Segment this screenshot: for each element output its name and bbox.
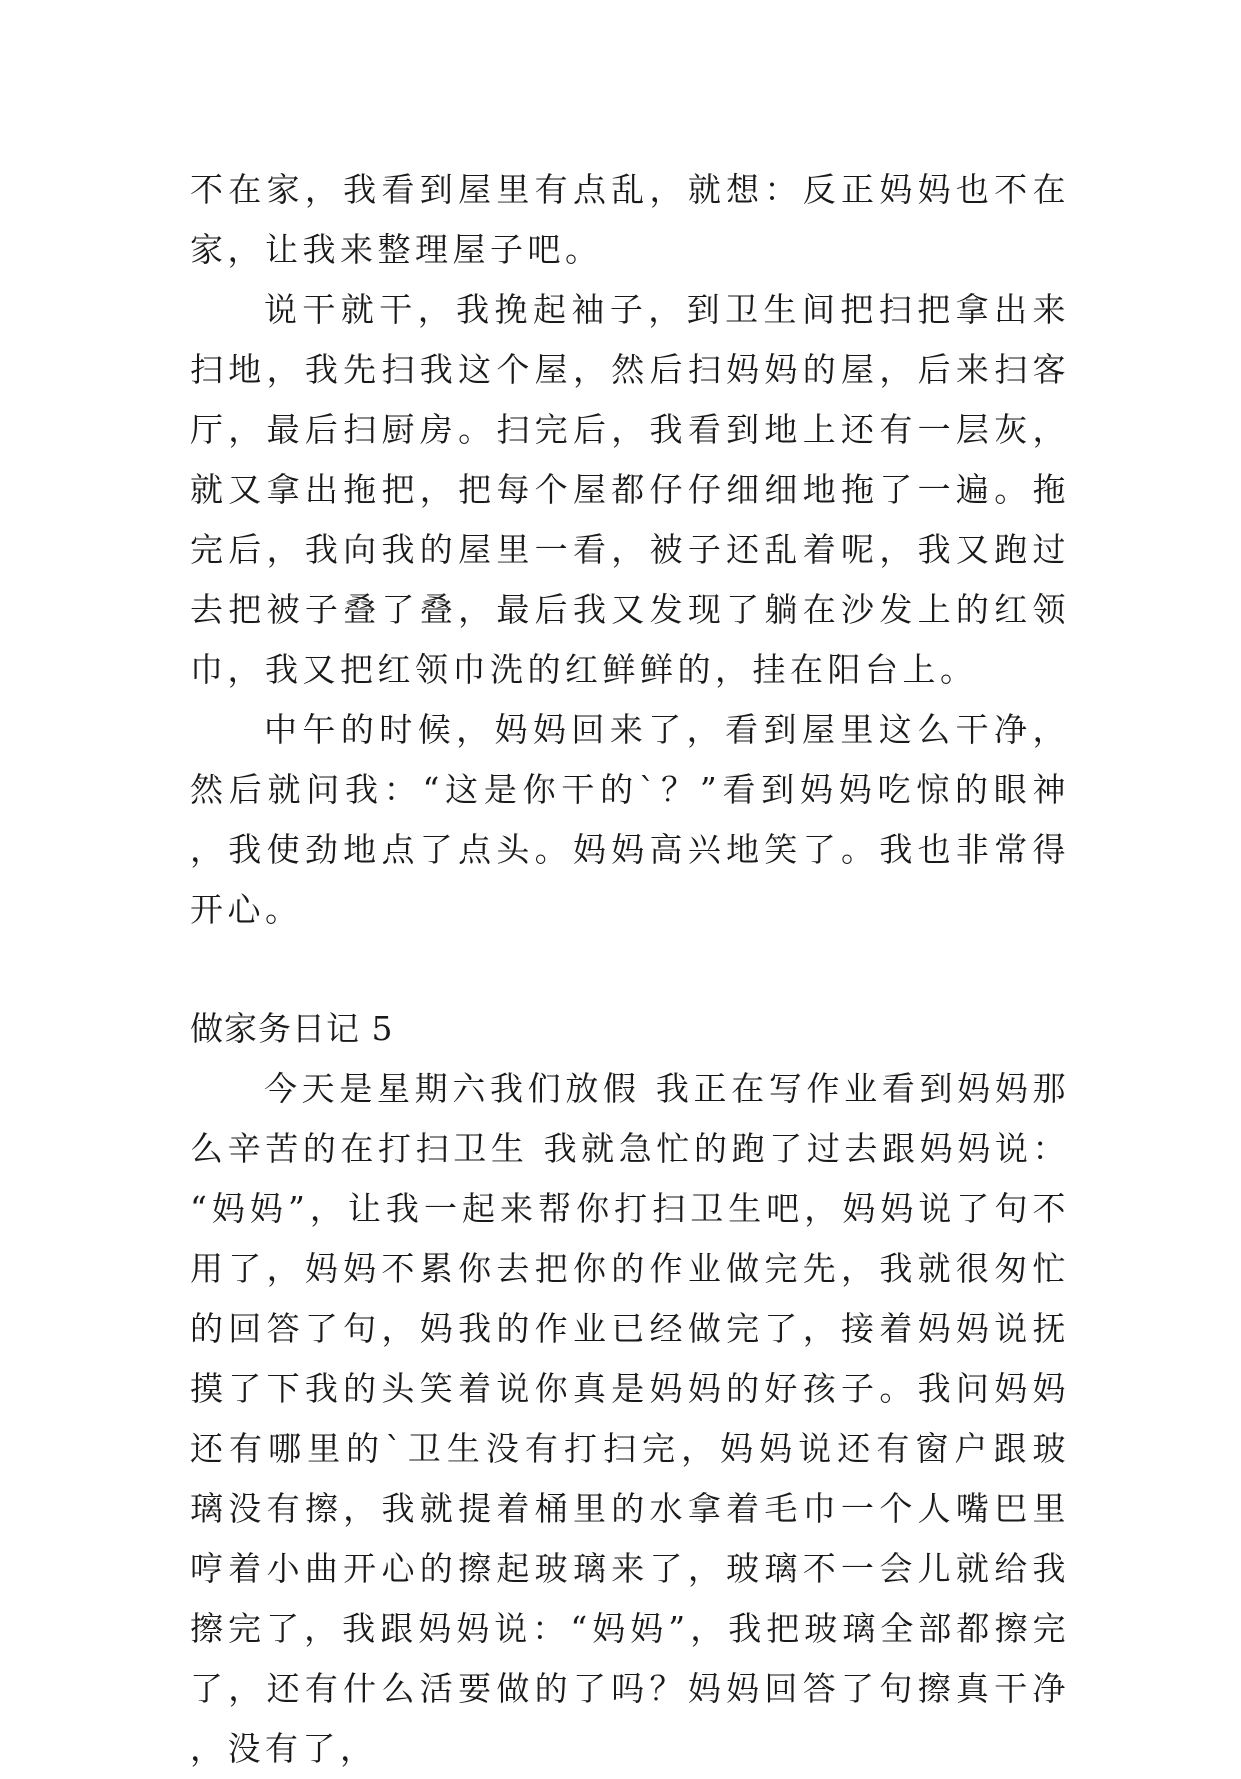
paragraph-2: 说干就干，我挽起袖子，到卫生间把扫把拿出来扫地，我先扫我这个屋，然后扫妈妈的屋，后来扫客厅，最后扫厨房。扫完后，我看到地上还有一层灰，就又拿出拖把，把每个屋都仔仔细细地拖了一遍。拖完后，我向我的屋里一看，被子还乱着呢，我又跑过去把被子叠了叠，最后我又发现了躺在沙发上的红领巾，我又把红领巾洗的红鲜鲜的，挂在阳台上。 (190, 290, 1070, 689)
paragraph-1: 不在家，我看到屋里有点乱，就想：反正妈妈也不在家，让我来整理屋子吧。 (190, 170, 1070, 269)
paragraph-4: 今天是星期六我们放假 我正在写作业看到妈妈那么辛苦的在打扫卫生 我就急忙的跑了过去跟妈妈说：“妈妈”，让我一起来帮你打扫卫生吧，妈妈说了句不用了，妈妈不累你去把你的作业做完先，我就很匆忙的回答了句，妈我的作业已经做完了，接着妈妈说抚摸了下我的头笑着说你真是妈妈的好孩子。我问妈妈还有哪里的`卫生没有打扫完，妈妈说还有窗户跟玻璃没有擦，我就提着桶里的水拿着毛巾一个人嘴巴里哼着小曲开心的擦起玻璃来了，玻璃不一会儿就给我擦完了，我跟妈妈说：“妈妈”，我把玻璃全部都擦完了，还有什么活要做的了吗？妈妈回答了句擦真干净，没有了， (190, 1069, 1070, 1768)
document-body (190, 160, 1070, 1779)
paragraph-3: 中午的时候，妈妈回来了，看到屋里这么干净，然后就问我：“这是你干的`？”看到妈妈吃惊的眼神，我使劲地点了点头。妈妈高兴地笑了。我也非常得开心。 (190, 710, 1070, 929)
section-title: 做家务日记 5 (190, 1009, 394, 1048)
